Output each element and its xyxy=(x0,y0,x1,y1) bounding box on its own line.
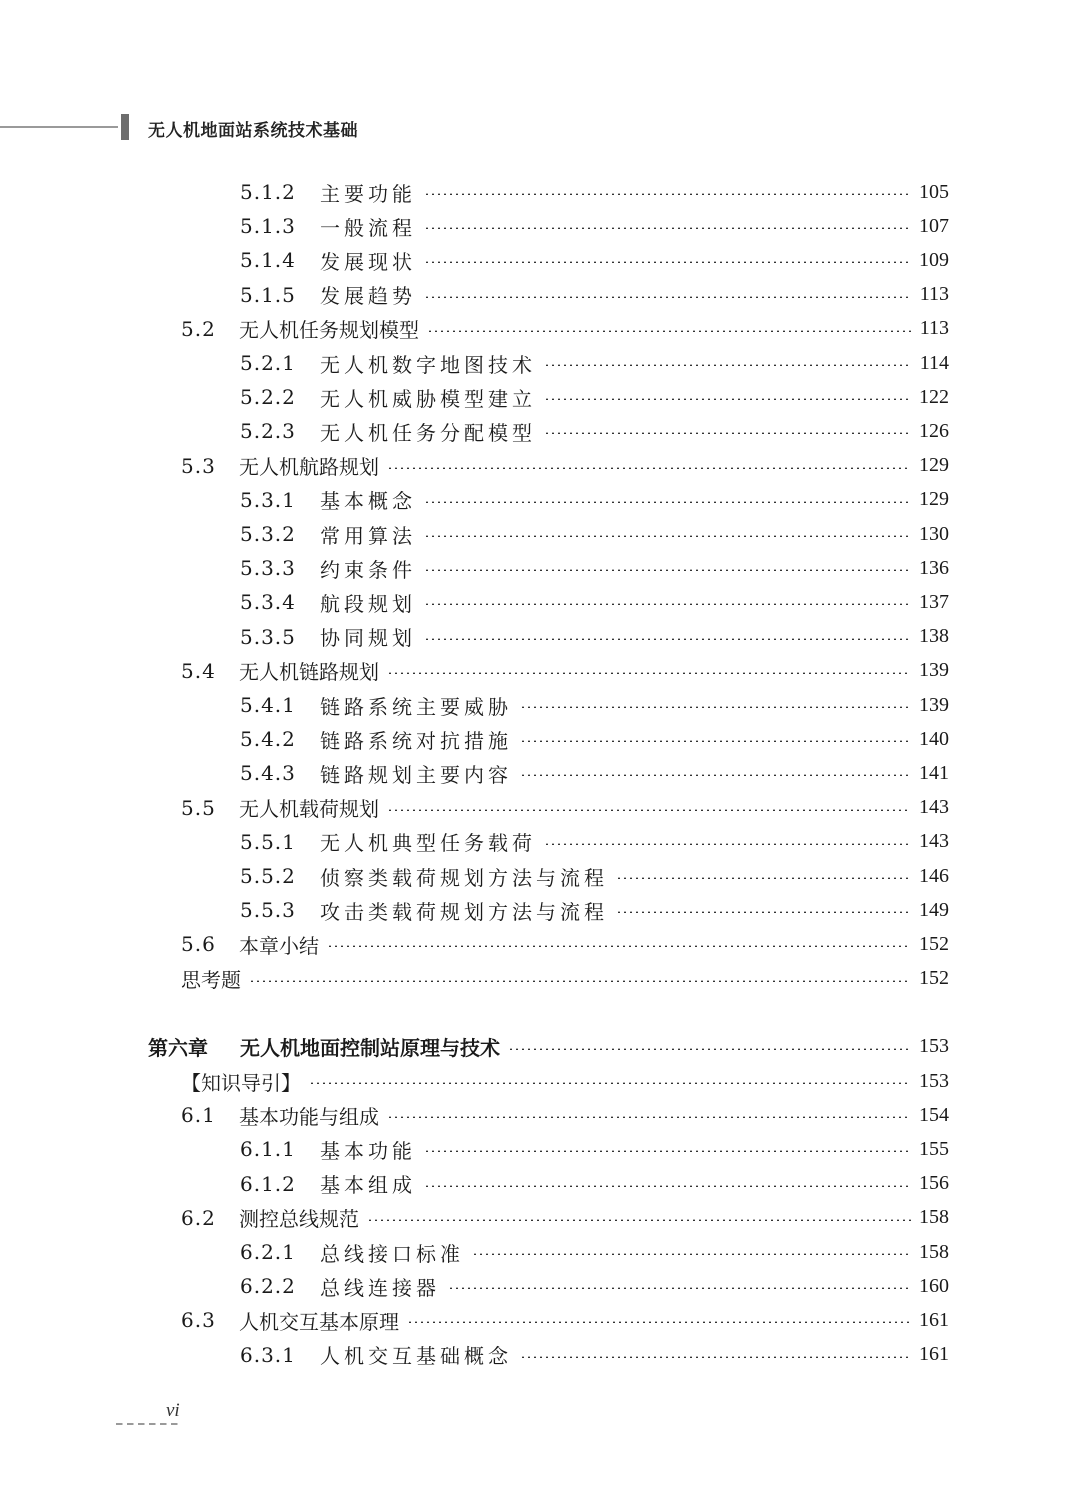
toc-entry-title: 基本组成 xyxy=(320,1173,416,1198)
toc-entry[interactable] xyxy=(181,654,949,688)
toc-entry-page: 143 xyxy=(919,796,949,819)
dot-leader xyxy=(249,980,911,982)
toc-entry-page: 152 xyxy=(919,967,949,990)
toc-entry-title: 无人机数字地图技术 xyxy=(320,352,536,377)
toc-entry-number: 5.1.2 xyxy=(240,180,296,204)
toc-entry-page: 153 xyxy=(919,1069,949,1092)
toc-entry-page: 156 xyxy=(919,1172,949,1195)
toc-entry-page: 158 xyxy=(919,1240,949,1263)
dot-leader xyxy=(367,1219,911,1221)
toc-entry-title: 【知识导引】 xyxy=(181,1070,301,1095)
toc-entry-title: 航段规划 xyxy=(320,591,416,616)
toc-entry-number: 6.3.1 xyxy=(240,1342,296,1367)
toc-entry[interactable] xyxy=(240,551,949,585)
toc-entry[interactable] xyxy=(240,243,949,277)
toc-entry-title: 主要功能 xyxy=(320,181,416,206)
toc-entry[interactable] xyxy=(181,1201,949,1235)
toc-entry-title: 发展趋势 xyxy=(320,284,416,309)
dot-leader xyxy=(544,432,911,434)
toc-entry-page: 139 xyxy=(919,693,949,716)
toc-entry[interactable] xyxy=(181,1098,949,1132)
dot-leader xyxy=(544,843,911,845)
toc-entry-title: 无人机任务分配模型 xyxy=(320,420,536,445)
toc-entry-number: 5.6 xyxy=(181,932,216,957)
header-rule xyxy=(0,126,118,128)
toc-entry-title: 基本功能 xyxy=(320,1138,416,1163)
toc-entry-page: 154 xyxy=(919,1103,949,1126)
toc-entry-page: 161 xyxy=(919,1343,949,1366)
toc-entry-number: 5.2.2 xyxy=(240,385,296,410)
toc-entry-number: 5.4 xyxy=(181,658,216,683)
toc-entry-title: 侦察类载荷规划方法与流程 xyxy=(320,865,608,890)
folio-dash-rule xyxy=(116,1423,182,1425)
dot-leader xyxy=(309,1082,911,1084)
toc-entry-title: 无人机载荷规划 xyxy=(239,797,379,822)
toc-entry-number: 5.3.2 xyxy=(240,522,296,546)
dot-leader xyxy=(427,330,912,332)
toc-entry[interactable] xyxy=(240,688,949,722)
toc-entry-number: 5.5.2 xyxy=(240,864,296,888)
toc-entry[interactable] xyxy=(240,517,949,551)
dot-leader xyxy=(448,1287,911,1289)
toc-entry[interactable] xyxy=(240,209,949,243)
toc-entry-number: 5.2.1 xyxy=(240,351,296,375)
toc-entry-page: 140 xyxy=(919,727,949,750)
toc-entry[interactable] xyxy=(181,312,949,346)
toc-entry[interactable] xyxy=(181,927,949,961)
header-bar xyxy=(121,114,129,140)
toc-entry-title: 无人机威胁模型建立 xyxy=(320,386,536,411)
running-header-title: 无人机地面站系统技术基础 xyxy=(148,121,358,141)
toc-entry-number: 5.4.2 xyxy=(240,727,296,752)
toc-entry-page: 122 xyxy=(919,385,949,408)
toc-entry-title: 总线连接器 xyxy=(320,1275,440,1300)
toc-entry-page: 137 xyxy=(919,590,949,613)
dot-leader xyxy=(424,227,911,229)
toc-entry-title: 一般流程 xyxy=(320,215,416,240)
toc-entry-number: 5.1.4 xyxy=(240,248,296,273)
toc-entry-title: 无人机典型任务载荷 xyxy=(320,831,536,856)
toc-entry-number: 第六章 xyxy=(148,1036,208,1061)
toc-entry-number: 5.5 xyxy=(181,795,216,820)
toc-entry-title: 链路规划主要内容 xyxy=(320,762,512,787)
toc-entry-page: 126 xyxy=(919,419,949,442)
toc-entry-page: 114 xyxy=(919,351,949,374)
dot-leader xyxy=(424,1185,911,1187)
toc-entry-number: 6.1.2 xyxy=(240,1171,296,1196)
toc-entry-title: 基本功能与组成 xyxy=(239,1104,379,1129)
toc-entry[interactable] xyxy=(181,962,949,996)
toc-entry-number: 5.2 xyxy=(181,316,216,341)
toc-entry-title: 协同规划 xyxy=(320,626,416,651)
toc-entry-number: 5.3.3 xyxy=(240,556,296,581)
toc-entry-page: 152 xyxy=(919,932,949,955)
toc-entry-title: 总线接口标准 xyxy=(320,1241,464,1266)
toc-entry-page: 105 xyxy=(919,180,949,203)
toc-entry-page: 161 xyxy=(919,1308,949,1331)
dot-leader xyxy=(520,706,911,708)
dot-leader xyxy=(424,1150,911,1152)
dot-leader xyxy=(424,193,911,195)
dot-leader xyxy=(520,1356,911,1358)
toc-entry[interactable] xyxy=(240,859,949,893)
toc-entry-number: 5.3.5 xyxy=(240,624,296,649)
toc-entry-title: 基本概念 xyxy=(320,489,416,514)
toc-entry[interactable] xyxy=(181,449,949,483)
toc-entry-title: 链路系统对抗措施 xyxy=(320,728,512,753)
toc-entry-title: 本章小结 xyxy=(239,933,319,958)
toc-entry-number: 5.1.5 xyxy=(240,282,296,307)
toc-entry-number: 5.3 xyxy=(181,453,216,478)
dot-leader xyxy=(544,364,912,366)
toc-entry-page: 160 xyxy=(919,1274,949,1297)
dot-leader xyxy=(616,911,911,913)
toc-entry[interactable] xyxy=(240,1235,949,1269)
toc-entry-title: 无人机地面控制站原理与技术 xyxy=(240,1036,500,1061)
toc-entry-page: 149 xyxy=(919,898,949,921)
dot-leader xyxy=(424,535,911,537)
toc-entry-number: 6.1.1 xyxy=(240,1137,296,1162)
toc-entry-number: 5.5.3 xyxy=(240,898,296,923)
toc-entry[interactable] xyxy=(240,893,949,927)
dot-leader xyxy=(424,569,911,571)
toc-entry-page: 130 xyxy=(919,522,949,545)
toc-entry-number: 6.2.1 xyxy=(240,1240,296,1264)
toc-entry[interactable] xyxy=(240,414,949,448)
toc-entry[interactable] xyxy=(240,585,949,619)
toc-entry-number: 5.5.1 xyxy=(240,829,296,854)
dot-leader xyxy=(424,296,912,298)
dot-leader xyxy=(424,603,911,605)
toc-entry-number: 6.3 xyxy=(181,1308,216,1333)
toc-entry-page: 113 xyxy=(919,317,949,340)
page-number: vi xyxy=(166,1400,180,1421)
dot-leader xyxy=(544,398,911,400)
dot-leader xyxy=(472,1253,911,1255)
toc-entry-page: 143 xyxy=(919,830,949,853)
dot-leader xyxy=(387,809,911,811)
dot-leader xyxy=(424,638,911,640)
toc-entry-title: 人机交互基础概念 xyxy=(320,1344,512,1369)
toc-entry-page: 146 xyxy=(919,864,949,887)
dot-leader xyxy=(616,877,911,879)
toc-entry-page: 153 xyxy=(919,1035,949,1058)
dot-leader xyxy=(520,774,911,776)
toc-entry[interactable] xyxy=(240,1269,949,1303)
toc-entry-title: 人机交互基本原理 xyxy=(239,1309,399,1334)
dot-leader xyxy=(387,672,911,674)
dot-leader xyxy=(424,501,911,503)
toc-entry[interactable] xyxy=(240,1167,949,1201)
toc-entry-title: 测控总线规范 xyxy=(239,1207,359,1232)
toc-entry[interactable] xyxy=(240,380,949,414)
toc-entry-number: 6.2.2 xyxy=(240,1274,296,1299)
toc-entry-title: 常用算法 xyxy=(320,523,416,548)
toc-entry[interactable] xyxy=(240,483,949,517)
toc-entry-page: 158 xyxy=(919,1206,949,1229)
toc-entry[interactable] xyxy=(240,175,949,209)
toc-entry-number: 5.2.3 xyxy=(240,419,296,444)
toc-entry-number: 5.3.4 xyxy=(240,590,296,615)
toc-entry-number: 5.4.3 xyxy=(240,761,296,786)
toc-entry-page: 113 xyxy=(919,283,949,306)
toc-entry-title: 链路系统主要威胁 xyxy=(320,694,512,719)
dot-leader xyxy=(407,1321,911,1323)
toc-entry-page: 155 xyxy=(919,1137,949,1160)
toc-entry-title: 约束条件 xyxy=(320,557,416,582)
toc-entry[interactable] xyxy=(240,825,949,859)
toc-entry-page: 138 xyxy=(919,625,949,648)
toc-entry-number: 5.1.3 xyxy=(240,214,296,239)
toc-entry-page: 139 xyxy=(919,659,949,682)
toc-entry[interactable] xyxy=(240,278,949,312)
toc-entry[interactable] xyxy=(240,756,949,790)
dot-leader xyxy=(387,1116,911,1118)
toc-entry-number: 6.1 xyxy=(181,1103,216,1128)
toc-entry-page: 107 xyxy=(919,214,949,237)
toc-entry-number: 5.3.1 xyxy=(240,487,296,512)
toc-entry-page: 129 xyxy=(919,488,949,511)
toc-entry[interactable] xyxy=(181,1303,949,1337)
toc-entry[interactable] xyxy=(240,346,949,380)
dot-leader xyxy=(520,740,911,742)
toc-entry[interactable] xyxy=(240,620,949,654)
toc-entry[interactable] xyxy=(240,1132,949,1166)
toc-entry-title: 思考题 xyxy=(181,968,241,993)
toc-entry-number: 6.2 xyxy=(181,1205,216,1230)
dot-leader xyxy=(424,261,911,263)
toc-entry-title: 攻击类载荷规划方法与流程 xyxy=(320,899,608,924)
toc-entry[interactable] xyxy=(181,791,949,825)
toc-entry-page: 141 xyxy=(919,761,949,784)
toc-entry[interactable] xyxy=(240,1338,949,1372)
toc-entry-title: 无人机链路规划 xyxy=(239,660,379,685)
toc-chapter-entry[interactable] xyxy=(148,1030,949,1064)
toc-entry-title: 无人机任务规划模型 xyxy=(239,318,419,343)
dot-leader xyxy=(327,945,911,947)
toc-entry-title: 发展现状 xyxy=(320,249,416,274)
toc-entry-number: 5.4.1 xyxy=(240,693,296,717)
toc-entry[interactable] xyxy=(181,1064,949,1098)
toc-entry-page: 109 xyxy=(919,248,949,271)
toc-entry[interactable] xyxy=(240,722,949,756)
dot-leader xyxy=(508,1048,911,1050)
toc-entry-page: 136 xyxy=(919,556,949,579)
dot-leader xyxy=(387,467,911,469)
toc-entry-page: 129 xyxy=(919,454,949,477)
toc-entry-title: 无人机航路规划 xyxy=(239,455,379,480)
